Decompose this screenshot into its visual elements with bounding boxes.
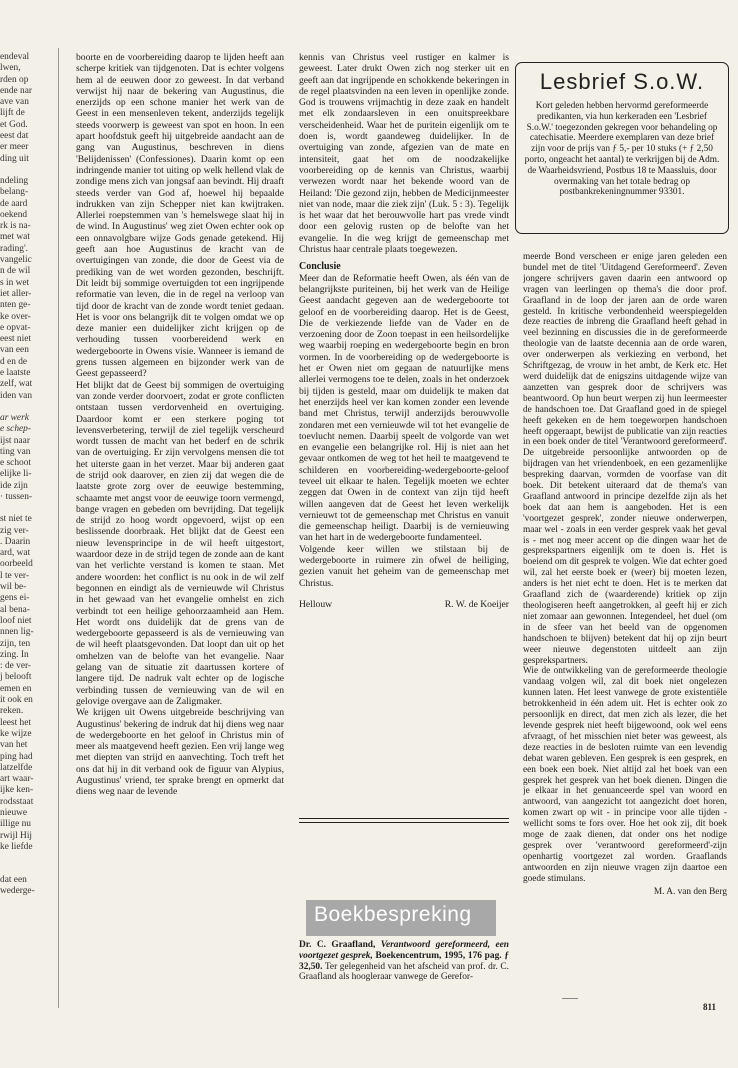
cut-text-fragment: ping had [0, 751, 33, 762]
cut-text-fragment: et God. [0, 119, 28, 130]
cut-text-fragment: eest niet [0, 334, 31, 345]
cut-text-fragment: ke over- [0, 311, 31, 322]
cut-text-fragment: emen en [0, 683, 32, 694]
cut-text-fragment: e laatste [0, 368, 31, 379]
book-author: Dr. C. Graafland, [299, 940, 376, 950]
gutter-rule [58, 48, 59, 1008]
page-number: 811 [703, 1002, 717, 1012]
cut-text-fragment: lwen, [0, 63, 21, 74]
article-paragraph: kennis van Christus veel rustiger en kalmer is geweest. Later drukt Owen zich nog sterker uit en geeft aan dat ingrijpende en schokkende bekeringen in de regel plaatsvinden na een leven in openlijke zonde. God is trouwens vrijmachtig in deze zaak en handelt met elk zondaarsleven in een onuitspreekbare verscheidenheid. Waar het de puritein eigenlijk om te doen is, wordt gaandeweg duidelijker. In de overtuiging van zonde, afgezien van de mate en intensiteit, gaat het om de noodzakelijke voorbereiding op de kennis van Christus, waarbij verwezen wordt naar het bekende woord van de Heiland: 'Die gezond zijn, hebben de Medicijnmeester niet van node, maar die ziek zijn' (Luk. 5 : 3). Tegelijk is het waar dat het berouwvolle hart pas vrede vindt door een gelovig rusten op de belofte van het evangelie. In die weg krijgt de gemeenschap met Christus haar centrale plaats toegewezen. [299, 52, 509, 256]
cut-text-fragment: it ook en [0, 695, 33, 706]
cut-text-fragment: e schoot [0, 458, 31, 469]
cut-text-fragment: met wat [0, 232, 30, 243]
cut-text-fragment: zelf, wat [0, 379, 33, 390]
left-cut-column [0, 52, 52, 1002]
article-paragraph: boorte en de voorbereiding daarop te lijden heeft aan scherpe kritiek van tijdgenoten. Dat is echter volgens hem al de eeuwen door zo geweest. In dat verband verwijst hij naar de bekering van Augustinus, die enerzijds op een schone manier het werk van de Geest in een mensenleven tekent, anderzijds tegelijk steeds voorwerp is geweest van spot en hoon. In een apart hoofdstuk geeft hij uitgebreide aandacht aan de gang van Augustinus, beschreven in diens 'Belijdenissen' (Confessiones). Daarin komt op een indringende manier tot uiting op welk hellend vlak de zondige mens zich van jongsaf aan bevindt. Hij draaft steeds verder van God af, hoewel hij bepaalde indrukken van zijn Schepper niet kan kwijtraken. Allerlei roepstemmen van 's hemelswege slaat hij in de wind. In Augustinus' weg ziet Owen echter ook op een onnavolgbare wijze Gods genade getekend. Hij geeft aan hoe Augustinus de kracht van de overtuigingen van zonde, die door de Geest via de prediking van de wet worden gezonden, beschrijft. Dit leidt bij sommige overtuigden tot een ingrijpende reformatie van leven, die in de regel na verloop van tijd door de kracht van de zonde wordt teniet gedaan. Het is voor ons belangrijk dit te volgen omdat we op deze manier een duidelijker zicht krijgen op de verhouding tussen voorbereidend werk en wedergeboorte in Owens visie. Wanneer is iemand de grens tussen algemeen en bijzonder werk van de Geest gepasseerd? [76, 52, 284, 380]
cut-text-fragment: : de ver- [0, 661, 32, 672]
book-review-banner [306, 900, 496, 936]
cut-text-fragment: · tussen- [0, 491, 33, 502]
cut-text-fragment: ar werk [0, 412, 29, 423]
cut-text-fragment: . Daarin [0, 536, 31, 547]
cut-text-fragment: wederge- [0, 886, 35, 897]
cut-text-fragment: ding uit [0, 153, 29, 164]
cut-text-fragment: rden op [0, 74, 29, 85]
article-paragraph: We krijgen uit Owens uitgebreide beschrijving van Augustinus' bekering de indruk dat hij diens weg naar de wedergeboorte en het geloof in Christus min of meer als maatgevend heeft gezien. Een vrij lange weg met diepten van strijd en aanvechting. Toch treft het ons dat hij in dit verband ook de figuur van Alypius, Augustinus' vriend, ter sprake brengt en opmerkt dat diens weg naar de levende [76, 707, 284, 798]
book-title: Verantwoord gereformeerd, een voortgezet gesprek, [299, 940, 509, 961]
cut-text-fragment: endeval [0, 52, 30, 62]
column-gap [0, 165, 52, 176]
signature-author: R. W. de Koeijer [444, 598, 509, 610]
review-paragraph: Wie de ontwikkeling van de gereformeerde theologie vandaag volgen wil, zal dit boek niet ongelezen kunnen laten. Het leest vanwege de grote existentiële betrokkenheid in één adem uit. Het is echter ook zo persoonlijk en direct, dat men zich als lezer, die het levende gesprek niet heeft bijgewoond, ook wel eens afvraagt, of het misschien niet beter was geweest, als deze reacties in de besloten ruimte van een levendig debat waren gebleven. Een gesprek is een gesprek, en een boek een boek. Niet altijd zal het boek van een gesprek het gesprek van het boek dienen. Dingen die je elkaar in het genuanceerde spel van woord en antwoord, van aangezicht tot aangezicht doet horen, komen zwart op wit - in principe voor alle tijden - wellicht soms te fors over. Hoe het ook zij, dit boek moge de zaak dienen, dat onder ons het nodige gesprek over 'verantwoord gereformeerd'-zijn openhartig voortgezet zal worden. Graaflands antwoorden en zijn nieuwe vragen zijn daartoe een goede stimulans. [523, 666, 727, 884]
cut-text-fragment: ke liefde [0, 841, 33, 852]
lesbrief-title: Lesbrief S.o.W. [539, 69, 705, 94]
article-column-1 [76, 52, 284, 1000]
cut-text-fragment: leest het [0, 717, 31, 728]
cut-text-fragment: illige nu [0, 819, 31, 830]
book-review-reference [299, 940, 509, 983]
cut-text-fragment: rading'. [0, 243, 28, 254]
article-end-rule [299, 822, 509, 823]
cut-text-fragment: e opvat- [0, 322, 31, 333]
cut-text-fragment: ting van [0, 446, 31, 457]
cut-text-fragment: e schep- [0, 424, 31, 435]
column-gap [0, 853, 52, 864]
column-gap [0, 864, 52, 875]
conclusion-paragraph: Volgende keer willen we stilstaan bij de wedergeboorte in ruimere zin ofwel de heiliging, gezien vanuit het geheim van de gemeenschap met Christus. [299, 543, 509, 589]
cut-text-fragment: zig ver- [0, 525, 29, 536]
cut-text-fragment: oorbeeld [0, 559, 33, 570]
cut-text-fragment: s in wet [0, 277, 30, 288]
cut-text-fragment: er meer [0, 142, 29, 153]
cut-text-fragment: ave van [0, 97, 29, 108]
cut-text-fragment: ndeling [0, 175, 29, 186]
cut-text-fragment: l te ver- [0, 570, 29, 581]
cut-text-fragment: reken. [0, 706, 24, 717]
cut-text-fragment: elijke li- [0, 469, 32, 480]
cut-text-fragment: nieuwe [0, 808, 28, 818]
cut-text-fragment: ard, wat [0, 548, 31, 559]
book-publisher: Boekencentrum, 1995, 176 pag. ƒ 32,50. [299, 950, 510, 972]
cut-text-fragment: rk is na- [0, 221, 31, 232]
cut-text-fragment: de aard [0, 198, 28, 209]
book-review-column [523, 252, 727, 997]
cut-text-fragment: rodsstaat [0, 796, 34, 807]
cut-text-fragment: zing. In [0, 649, 29, 660]
signature-place: Hellouw [299, 598, 333, 610]
cut-text-fragment: van het [0, 740, 28, 751]
cut-text-fragment: vangelic [0, 255, 32, 266]
cut-text-fragment: nten ge- [0, 300, 31, 311]
cut-text-fragment: ide zijn [0, 480, 28, 491]
cut-text-fragment: ijke ken- [0, 785, 34, 796]
cut-text-fragment: ende nar [0, 85, 33, 96]
cut-text-fragment: j belooft [0, 672, 32, 683]
book-review-banner-title: Boekbespreking [314, 903, 472, 926]
section-heading-conclusie: Conclusie [299, 261, 341, 273]
lesbrief-box [515, 62, 729, 234]
cut-text-fragment: gens ei- [0, 593, 30, 604]
lesbrief-body: Kort geleden hebben hervormd gereformeerde predikanten, via hun kerkeraden een 'Lesbrief S.o.W.' toegezonden gekregen voor behandeling op catechisatie. Meerdere exemplaren van deze brief zijn voor de prijs van ƒ 5,- per 10 stuks (+ ƒ 2,50 porto, ongeacht het aantal) te verkrijgen bij de Adm. de Waarheidsvriend, Postbus 18 te Maassluis, door overmaking van het totale bedrag op postbankrekeningnummer 93301. [524, 101, 720, 198]
column-gap [0, 503, 52, 514]
cut-text-fragment: loof niet [0, 615, 32, 626]
cut-text-fragment: lijft de [0, 108, 25, 119]
cut-text-fragment: dat een [0, 875, 27, 886]
column-gap [0, 402, 52, 413]
cut-text-fragment: belang- [0, 187, 29, 198]
cut-text-fragment: latzelfde [0, 762, 33, 773]
cut-text-fragment: n de wil [0, 266, 31, 277]
cut-text-fragment: ijst naar [0, 435, 30, 446]
cut-text-fragment: st niet te [0, 514, 32, 525]
cut-text-fragment: iet aller- [0, 288, 32, 299]
cut-text-fragment: ke wijze [0, 728, 32, 739]
review-signature: M. A. van den Berg [653, 886, 727, 897]
cut-text-fragment: nnen lig- [0, 627, 34, 638]
cut-text-fragment: al bena- [0, 604, 30, 615]
cut-text-fragment: zijn, ten [0, 638, 31, 649]
cut-text-fragment: art waar- [0, 774, 34, 785]
conclusion-paragraph: Meer dan de Reformatie heeft Owen, als één van de belangrijkste puriteinen, bij het werk van de Heilige Geest aandacht gegeven aan de wedergeboorte tot geloof en de voorbereiding daarop. Het is de Geest, Die de verkiezende liefde van de Vader en de verzoening door de Zoon toepast in een heilsordelijke weg waarbij roeping en wedergeboorte begin en bron vormen. In de voorbereiding op de wedergeboorte is het er Owen niet om gegaan de natuurlijke mens allerlei vermogens toe te delen, zoals in het onderzoek bij tijden is gesteld, maar om duidelijk te maken dat het enerzijds heel ver kan komen zonder een levende band met Christus, terwijl anderzijds berouwvolle zondaren met een vernieuwde wil tot het evangelie de toevlucht nemen. Daarbij speelt de volgorde van wet en evangelie een belangrijke rol. Hij is niet aan het gevaar ontkomen de weg tot het heil te maatgevend te schilderen en voorbereiding-wedergeboorte-geloof teveel uit elkaar te halen. Tegelijk moeten we echter zeggen dat Owen in de context van zijn tijd heeft willen aangeven dat de Geest het leven werkelijk vernieuwt tot de gemeenschap met Christus en vanuit die gemeenschap heiligt. Daarbij is de vernieuwing van het hart in de wedergeboorte fundamenteel. [299, 272, 509, 544]
article-end-rule [299, 818, 509, 819]
cut-text-fragment: oekend [0, 209, 28, 220]
book-review-intro: Ter gelegenheid van het afscheid van prof. dr. C. Graafland als hoogleraar vanwege de Gerefor- [299, 961, 509, 983]
cut-text-fragment: wil be- [0, 582, 27, 593]
article-paragraph: Het blijkt dat de Geest bij sommigen de overtuiging van zonde verder doorvoert, zodat er grote conflicten ontstaan tussen verdorvenheid en overtuiging. Daardoor komt er een sterkere poging tot levensverbetering, terwijl de ziel tegelijk verscheurd wordt tussen de macht van het bederf en de schrik van de overtuiging. Er zijn vervolgens mensen die tot het uiterste gaan in het verzet. Maar bij anderen gaat de strijd ook daarover, en zien zij dat wegen die de laatste grote zorg over de eeuwige bestemming, schaamte met angst voor de eeuwige toorn vermengd, bange vragen en gebeden om bevrijding. Dat tegelijk de strijd zo hoog wordt opgevoerd, wijst op een beslissende doorbraak. Het blijkt dat de Geest een nieuw levensprincipe in de wil heeft uitgestort, waardoor deze in de strijd tegen de zonde aan de kant van het verlichte verstand is komen te staan. Met andere woorden: het conflict is nu ook in de wil zelf begonnen en eindigt als de vernieuwde wil Christus in het gewaad van het evangelie omhelst en zich verbindt tot een heilige gehoorzaamheid aan Hem. Het wordt ons duidelijk dat de grens van de wedergeboorte gepasseerd is als de vernieuwing van de wil heeft plaatsgevonden. Dat loopt dan uit op het omhelzen van de belofte van het evangelie. Naar gelang van de situatie zit daartussen kortere of langere tijd. De nadruk valt echter op de logische verbinding tussen de vernieuwing van de wil en gelovige overgave aan de Zaligmaker. [76, 379, 284, 707]
review-paragraph: meerde Bond verscheen er enige jaren geleden een bundel met de titel 'Uitdagend Gereformeerd'. Zeven jongere schrijvers gaven daarin een antwoord op vragen van leerlingen op thema's die door prof. Graafland in de loop der jaren aan de orde waren gesteld. In kritische verbondenheid weerspiegelden deze reacties de inbreng die Graafland heeft gehad in veel bezinning en discussies die in de gereformeerde theologie van de laatste decennia aan de orde waren, over onderwerpen als verkiezing en verbond, het Schriftgezag, de vrouw in het ambt, de Kerk etc. Het werd duidelijk dat de enigszins uitdagende wijze van aanzetten van gesprek door de schrijvers was beantwoord. Op hun beurt werpen zij hun leermeester de handschoen toe. Dat Graafland goed in de spiegel heeft gekeken en de hem toegeworpen handschoen heeft opgeraapt, bewijst de publicatie van zijn reacties in een boek onder de titel 'Verantwoord gereformeerd'. De uitgebreide persoonlijke antwoorden op de bijdragen van het vriendenboek, en een gezamenlijke bespreking daarvan, vormden de voorfase van dit boek. Dit betekent uiteraard dat de thema's van Graafland antwoord in principe dezelfde zijn als het boek dat aan hem is aangeboden. Het is een 'voortgezet gesprek', zonder nieuwe onderwerpen, maar wel - zoals in een verder gesprek vaak het geval is - met nog meer accent op die dingen waar het de gesprekspartners eigenlijk om te doen is. Het is boeiend om dit gesprek te volgen. Wie dat echter goed wil, zal het eerste boek er (weer) bij moeten lezen, anders is het niet echt te doen. Het is te merken dat Graafland zich de (waarderende) kritiek op zijn theologiseren heeft aangetrokken, al geeft hij er zich niet zomaar aan gewonnen. Integendeel, het duel (om in de sfeer van het beeld van de opgenomen handschoen te blijven) betekent dat hij op zijn beurt weer nieuwe degenstoten uitdeelt aan zijn gesprekspartners. [523, 252, 727, 666]
cut-text-fragment: eest dat [0, 131, 29, 142]
cut-text-fragment: rwijl Hij [0, 830, 33, 841]
article-signature [299, 599, 509, 610]
cut-text-fragment: van een [0, 345, 29, 356]
article-column-2 [299, 52, 509, 782]
cut-text-fragment: iden van [0, 390, 33, 401]
page-end-mark [562, 998, 578, 999]
cut-text-fragment: d en de [0, 356, 28, 367]
